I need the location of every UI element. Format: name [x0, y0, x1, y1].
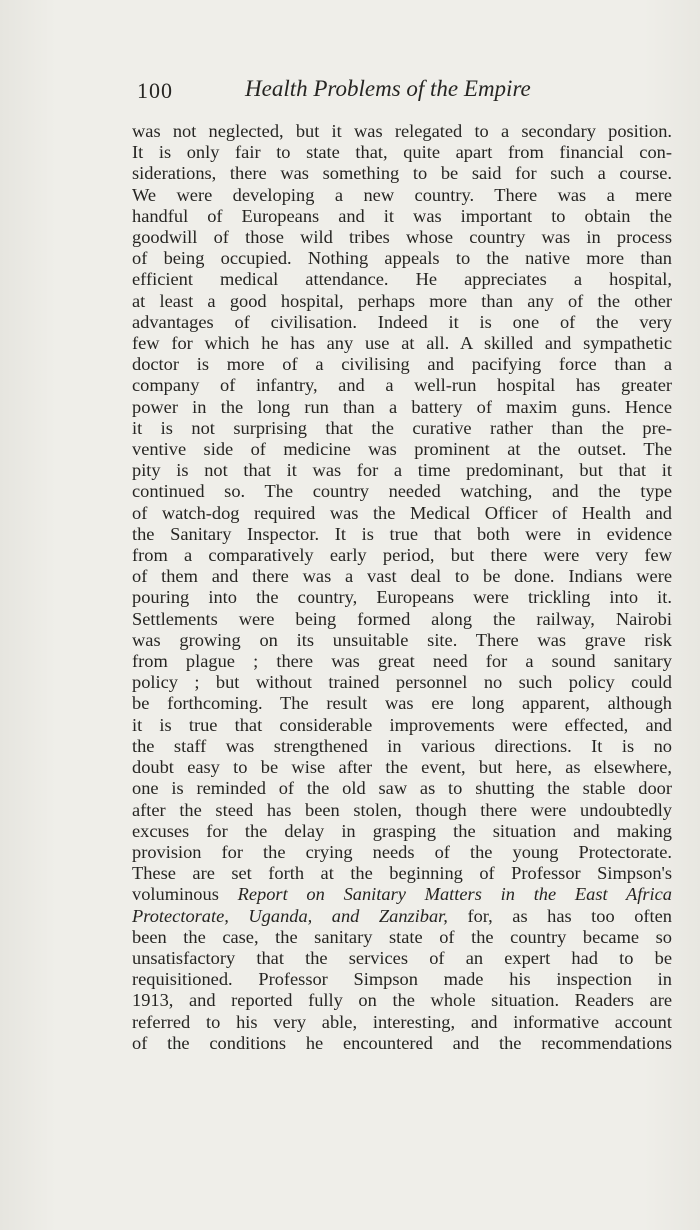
text-line: [132, 736, 672, 757]
line-text: doubt easy to be wise after the event, but here, as elsewhere,: [132, 757, 672, 778]
text-line: [132, 566, 672, 587]
text-line: [132, 587, 672, 608]
line-text: of them and there was a vast deal to be done. Indians were: [132, 566, 672, 587]
line-text: it is true that considerable improvements were effected, and: [132, 714, 672, 735]
running-title: Health Problems of the Empire: [245, 76, 531, 101]
text-line: [132, 693, 672, 714]
text-line: [132, 163, 672, 184]
line-text: doctor is more of a civilising and pacifying force than a: [132, 354, 672, 375]
text-line: [132, 503, 672, 524]
line-text: advantages of civilisation. Indeed it is one of the very: [132, 311, 672, 332]
text-line: [132, 969, 672, 990]
text-line: [132, 185, 672, 206]
text-line: [132, 206, 672, 227]
line-text: It is only fair to state that, quite apart from financial con-: [132, 142, 672, 163]
text-line: [132, 269, 672, 290]
line-text: goodwill of those wild tribes whose country was in process: [132, 227, 672, 248]
text-line: [132, 609, 672, 630]
line-text: unsatisfactory that the services of an expert had to be: [132, 947, 672, 968]
text-line: [132, 842, 672, 863]
line-text: at least a good hospital, perhaps more than any of the other: [132, 290, 672, 311]
line-text: 1913, and reported fully on the whole situation. Readers are: [132, 990, 672, 1011]
text-line: [132, 863, 672, 884]
text-line: [132, 121, 672, 142]
line-text: pity is not that it was for a time predominant, but that it: [132, 460, 672, 481]
page-number: 100: [137, 78, 173, 103]
line-text: the Sanitary Inspector. It is true that both were in evidence: [132, 523, 672, 544]
line-text: was growing on its unsuitable site. There was grave risk: [132, 629, 672, 650]
text-line: [132, 227, 672, 248]
text-line: [132, 821, 672, 842]
text-line: [132, 884, 672, 905]
page-header: [137, 76, 577, 110]
line-text: siderations, there was something to be said for such a course.: [132, 163, 672, 184]
line-text: few for which he has any use at all. A skilled and sympathetic: [132, 333, 672, 354]
line-text: policy ; but without trained personnel no such policy could: [132, 672, 672, 693]
text-line: [132, 333, 672, 354]
text-line: [132, 906, 672, 927]
line-text: been the case, the sanitary state of the country became so: [132, 926, 672, 947]
line-text: Settlements were being formed along the railway, Nairobi: [132, 608, 672, 629]
text-line: [132, 439, 672, 460]
line-text: from a comparatively early period, but there were very few: [132, 545, 672, 566]
line-text: requisitioned. Professor Simpson made his inspection in: [132, 969, 672, 990]
text-line: [132, 948, 672, 969]
text-line: [132, 651, 672, 672]
text-line: [132, 142, 672, 163]
line-text: from plague ; there was great need for a sound sanitary: [132, 651, 672, 672]
line-text: of watch-dog required was the Medical Officer of Health and: [132, 502, 672, 523]
text-line: [132, 672, 672, 693]
text-line: [132, 291, 672, 312]
line-text: excuses for the delay in grasping the situation and making: [132, 820, 672, 841]
text-line: [132, 1033, 672, 1054]
text-line: [132, 397, 672, 418]
text-line: [132, 460, 672, 481]
line-text: was not neglected, but it was relegated to a secondary position.: [132, 121, 672, 141]
line-text: one is reminded of the old saw as to shutting the stable door: [132, 778, 672, 799]
line-text: handful of Europeans and it was important to obtain the: [132, 205, 672, 226]
line-text: pouring into the country, Europeans were trickling into it.: [132, 587, 672, 608]
line-text: of being occupied. Nothing appeals to the native more than: [132, 248, 672, 269]
line-text: power in the long run than a battery of maxim guns. Hence: [132, 396, 672, 417]
line-text: We were developing a new country. There was a mere: [132, 184, 672, 205]
body-text: [132, 121, 672, 1054]
line-text: it is not surprising that the curative rather than the pre-: [132, 417, 672, 438]
line-text: continued so. The country needed watching, and the type: [132, 481, 672, 502]
line-text: be forthcoming. The result was ere long apparent, although: [132, 693, 672, 714]
line-text: after the steed has been stolen, though there were undoubtedly: [132, 799, 672, 820]
text-line: [132, 312, 672, 333]
text-line: [132, 715, 672, 736]
line-text: voluminous: [132, 884, 238, 905]
text-line: [132, 248, 672, 269]
text-line: [132, 630, 672, 651]
text-line: [132, 545, 672, 566]
italic-title-text: Protectorate, Uganda, and Zanzibar,: [132, 905, 448, 926]
line-text: ventive side of medicine was prominent at the outset. The: [132, 439, 672, 460]
text-line: [132, 990, 672, 1011]
italic-title-text: Report on Sanitary Matters in the East Africa: [237, 884, 673, 905]
line-text: efficient medical attendance. He appreciates a hospital,: [132, 269, 672, 290]
text-line: [132, 354, 672, 375]
text-line: [132, 1012, 672, 1033]
text-line: [132, 524, 672, 545]
line-text: company of infantry, and a well-run hospital has greater: [132, 375, 672, 396]
text-line: [132, 375, 672, 396]
text-line: [132, 418, 672, 439]
text-line: [132, 778, 672, 799]
line-text: referred to his very able, interesting, and informative account: [132, 1011, 672, 1032]
text-line: [132, 757, 672, 778]
line-text: of the conditions he encountered and the recommendations: [132, 1032, 672, 1053]
text-line: [132, 481, 672, 502]
line-text: for, as has too often: [447, 905, 672, 926]
text-line: [132, 927, 672, 948]
line-text: These are set forth at the beginning of Professor Simpson's: [132, 863, 672, 884]
line-text: provision for the crying needs of the young Protectorate.: [132, 841, 672, 862]
line-text: the staff was strengthened in various directions. It is no: [132, 735, 672, 756]
text-line: [132, 800, 672, 821]
